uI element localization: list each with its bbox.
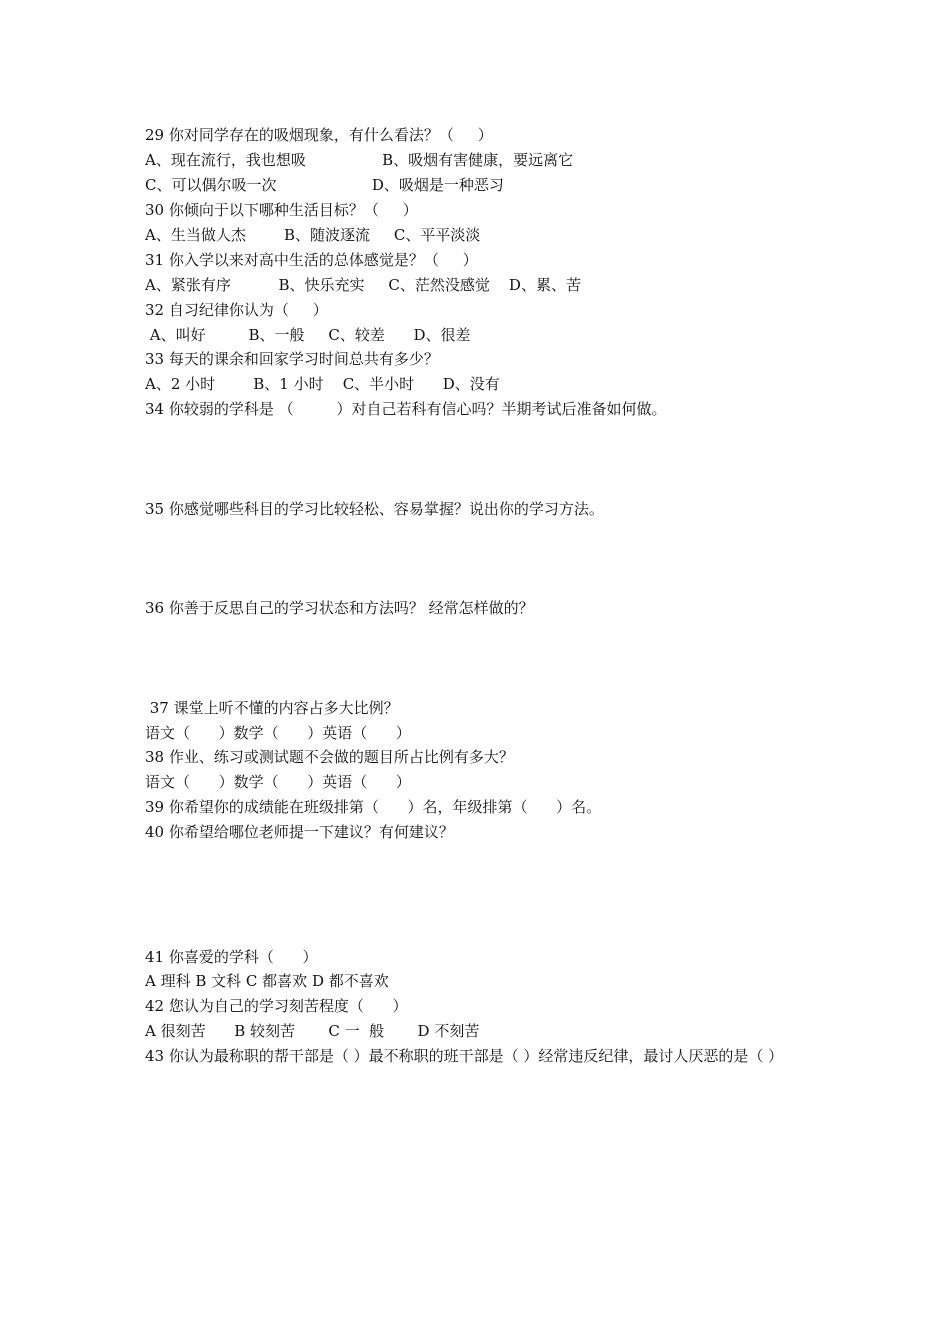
question-39: 39 你希望你的成绩能在班级排第（ ）名，年级排第（ ）名。 xyxy=(145,798,602,816)
question-29: 29 你对同学存在的吸烟现象，有什么看法？（ ） xyxy=(145,126,493,144)
question-42-options: A 很刻苦 B 较刻苦 C 一 般 D 不刻苦 xyxy=(145,1022,480,1040)
question-32: 32 自习纪律你认为（ ） xyxy=(145,301,328,319)
question-30-options: A、生当做人杰 B、随波逐流 C、平平淡淡 xyxy=(145,226,481,244)
question-35: 35 你感觉哪些科目的学习比较轻松、容易掌握？说出你的学习方法。 xyxy=(145,500,604,518)
question-40: 40 你希望给哪位老师提一下建议？有何建议？ xyxy=(145,823,454,841)
question-36: 36 你善于反思自己的学习状态和方法吗？ 经常怎样做的？ xyxy=(145,599,534,617)
question-42: 42 您认为自己的学习刻苦程度（ ） xyxy=(145,997,408,1015)
question-31: 31 你入学以来对高中生活的总体感觉是？（ ） xyxy=(145,251,478,269)
question-38-blanks: 语文（ ）数学（ ）英语（ ） xyxy=(145,773,411,791)
question-33-options: A、2 小时 B、1 小时 C、半小时 D、没有 xyxy=(145,375,500,393)
question-43: 43 你认为最称职的帮干部是（ ）最不称职的班干部是（ ）经常违反纪律，最讨人厌恶的是（ ） xyxy=(145,1047,784,1065)
question-32-options: A、叫好 B、一般 C、较差 D、很差 xyxy=(145,326,471,344)
question-33: 33 每天的课余和回家学习时间总共有多少？ xyxy=(145,350,439,368)
question-41: 41 你喜爱的学科（ ） xyxy=(145,948,318,966)
question-29-options-cd: C、可以偶尔吸一次 D、吸烟是一种恶习 xyxy=(145,176,504,194)
question-31-options: A、紧张有序 B、快乐充实 C、茫然没感觉 D、累、苦 xyxy=(145,276,581,294)
question-37: 37 课堂上听不懂的内容占多大比例？ xyxy=(145,699,399,717)
question-30: 30 你倾向于以下哪种生活目标？（ ） xyxy=(145,201,418,219)
question-41-options: A 理科 B 文科 C 都喜欢 D 都不喜欢 xyxy=(145,972,389,990)
question-38: 38 作业、练习或测试题不会做的题目所占比例有多大？ xyxy=(145,748,514,766)
question-37-blanks: 语文（ ）数学（ ）英语（ ） xyxy=(145,724,411,742)
question-34: 34 你较弱的学科是 （ ）对自己若科有信心吗？半期考试后准备如何做。 xyxy=(145,400,667,418)
question-29-options-ab: A、现在流行，我也想吸 B、吸烟有害健康，要远离它 xyxy=(145,151,574,169)
